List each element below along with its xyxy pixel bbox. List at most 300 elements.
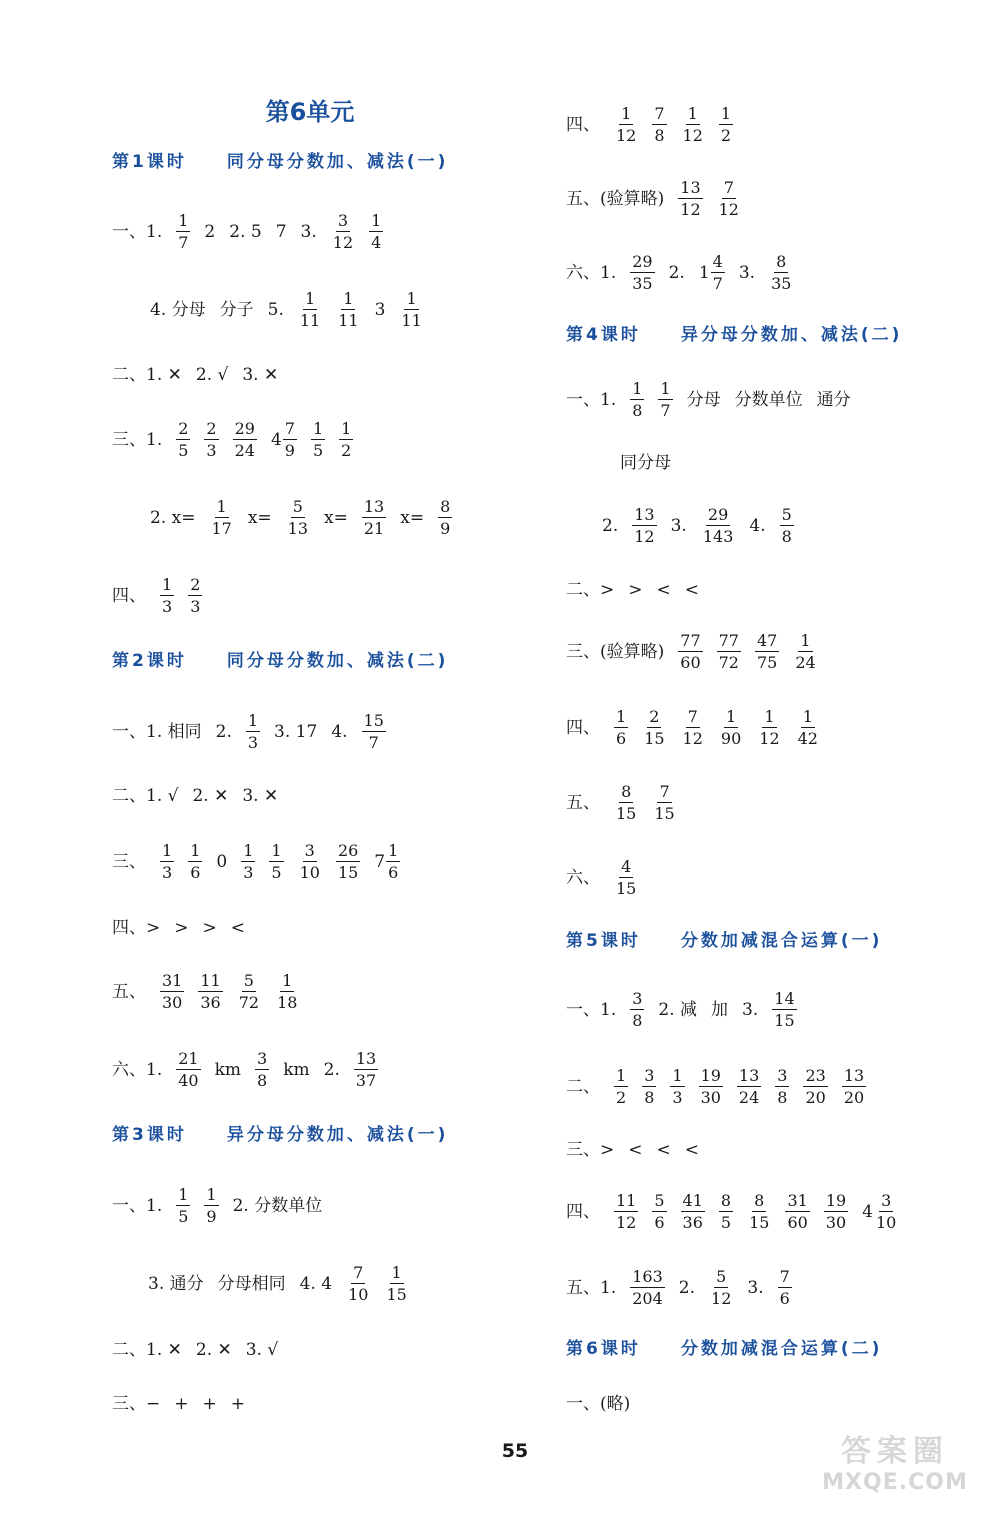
answer-text: 分母相同 <box>217 1273 286 1294</box>
numerator: 3 <box>257 1049 268 1068</box>
answer-text: 4. 分母 <box>150 299 206 320</box>
answer-text: 2. x= <box>150 507 196 528</box>
denominator: 35 <box>771 274 792 293</box>
answer-text: < <box>656 1139 671 1160</box>
denominator: 2 <box>720 126 732 145</box>
denominator: 9 <box>440 519 451 538</box>
answer-text: 三、 <box>112 851 146 872</box>
denominator: 3 <box>206 441 217 460</box>
fraction <box>354 1051 378 1089</box>
answer-line <box>566 247 793 299</box>
numerator: 13 <box>738 1066 760 1085</box>
fraction <box>670 1068 684 1106</box>
denominator: 5 <box>720 1213 732 1232</box>
mixed-number <box>699 254 725 292</box>
answer-text: 4. 4 <box>299 1273 333 1294</box>
denominator: 7 <box>712 274 723 293</box>
fraction <box>699 1068 723 1106</box>
numerator: 2 <box>190 575 201 594</box>
fraction <box>652 784 676 822</box>
numerator: 15 <box>363 711 384 730</box>
mixed-number <box>271 421 297 459</box>
fraction <box>369 213 383 251</box>
numerator: 1 <box>660 379 671 398</box>
numerator: 41 <box>682 1191 703 1210</box>
fraction <box>719 709 743 747</box>
fraction <box>399 291 423 329</box>
denominator: 20 <box>805 1088 826 1107</box>
denominator: 8 <box>777 1088 788 1107</box>
answer-text: 一、1. <box>112 221 163 242</box>
fraction <box>630 991 644 1029</box>
denominator: 40 <box>178 1071 199 1090</box>
fraction <box>283 421 297 459</box>
answer-line <box>566 1378 630 1430</box>
fraction <box>336 291 360 329</box>
lesson-heading: 第2课时 同分母分数加、减法(二) <box>112 651 449 671</box>
denominator: 5 <box>178 441 189 460</box>
answer-text: 2. 分数单位 <box>232 1195 323 1216</box>
denominator: 15 <box>774 1011 795 1030</box>
answer-text: 六、 <box>566 867 600 888</box>
answer-text: 四、 <box>566 717 600 738</box>
numerator: 23 <box>805 1066 826 1085</box>
numerator: 1 <box>632 379 643 398</box>
answer-text: 分母 <box>686 389 721 410</box>
lesson-heading: 第3课时 异分母分数加、减法(一) <box>112 1125 449 1145</box>
denominator: 30 <box>162 993 183 1012</box>
fraction <box>255 1051 269 1089</box>
answer-text: 一、1. <box>566 999 617 1020</box>
denominator: 4 <box>371 233 382 252</box>
denominator: 15 <box>616 879 637 898</box>
numerator: 3 <box>881 1191 892 1210</box>
fraction <box>772 991 796 1029</box>
answer-line <box>566 1124 699 1176</box>
numerator: 3 <box>777 1066 788 1085</box>
denominator: 7 <box>660 401 671 420</box>
numerator: 13 <box>680 178 701 197</box>
answer-text: 二、1. ✕ <box>112 1339 182 1360</box>
fraction <box>658 381 672 419</box>
fraction <box>160 843 174 881</box>
answer-line <box>150 284 424 336</box>
fraction <box>796 709 820 747</box>
denominator: 12 <box>616 1213 637 1232</box>
answer-line <box>566 777 677 829</box>
numerator: 3 <box>632 989 643 1008</box>
fraction <box>793 633 817 671</box>
answer-text: 7 <box>275 221 287 242</box>
answer-text: 二、1. √ <box>112 785 179 806</box>
answer-text: 二、1. ✕ <box>112 364 182 385</box>
watermark-line1: 答案圈 <box>841 1433 949 1469</box>
fraction <box>630 1269 665 1307</box>
answer-text: 四、 <box>112 585 146 606</box>
fraction <box>246 713 260 751</box>
numerator: 1 <box>206 1185 217 1204</box>
numerator: 77 <box>718 631 739 650</box>
denominator: 11 <box>401 311 422 330</box>
numerator: 1 <box>616 707 627 726</box>
answer-line <box>566 852 638 904</box>
answer-text: 3. <box>670 515 687 536</box>
numerator: 5 <box>654 1191 665 1210</box>
fraction <box>160 577 174 615</box>
denominator: 11 <box>299 311 321 330</box>
fraction <box>160 973 184 1011</box>
numerator: 1 <box>162 575 173 594</box>
answer-text: 2. ✕ <box>192 785 229 806</box>
numerator: 31 <box>162 971 183 990</box>
denominator: 12 <box>711 1289 732 1308</box>
numerator: 1 <box>178 1185 189 1204</box>
fraction <box>237 973 261 1011</box>
fraction <box>209 499 233 537</box>
numerator: 5 <box>716 1267 727 1286</box>
fraction <box>681 709 705 747</box>
denominator: 15 <box>749 1213 770 1232</box>
denominator: 37 <box>355 1071 377 1090</box>
numerator: 13 <box>363 497 385 516</box>
answer-text: 2. <box>678 1277 696 1298</box>
answer-text: 4. <box>331 721 348 742</box>
denominator: 10 <box>876 1213 897 1232</box>
denominator: 6 <box>616 729 627 748</box>
answer-text: x= <box>400 507 425 528</box>
answer-text: 2. <box>323 1059 340 1080</box>
answer-text: km <box>283 1059 310 1080</box>
answer-text: 2. 减 <box>658 999 698 1020</box>
answer-text: 一、1. 相同 <box>112 721 202 742</box>
denominator: 21 <box>363 519 385 538</box>
denominator: 8 <box>632 1011 643 1030</box>
denominator: 2 <box>616 1088 627 1107</box>
fraction <box>386 843 400 881</box>
fraction <box>778 1269 792 1307</box>
numerator: 1 <box>764 707 775 726</box>
answer-line <box>566 984 797 1036</box>
fraction <box>642 1068 656 1106</box>
fraction <box>438 499 452 537</box>
answer-text: > <box>202 917 217 938</box>
denominator: 10 <box>299 863 320 882</box>
numerator: 8 <box>754 1191 765 1210</box>
fraction <box>719 1193 733 1231</box>
page-title: 第6单元 <box>265 98 355 126</box>
whole-part: 4 <box>862 1201 873 1222</box>
numerator: 1 <box>388 841 399 860</box>
answer-text: 3. ✕ <box>242 364 279 385</box>
answer-text: 三、1. <box>112 429 163 450</box>
numerator: 13 <box>843 1066 865 1085</box>
answer-text: 同分母 <box>620 452 671 473</box>
numerator: 7 <box>779 1267 790 1286</box>
denominator: 20 <box>843 1088 865 1107</box>
answer-text: 2 <box>204 221 216 242</box>
answer-text: 五、1. <box>566 1277 617 1298</box>
answer-text: + <box>174 1393 189 1414</box>
fraction <box>286 499 310 537</box>
denominator: 6 <box>388 863 399 882</box>
fraction <box>717 633 741 671</box>
numerator: 1 <box>162 841 173 860</box>
fraction <box>275 973 299 1011</box>
denominator: 15 <box>616 804 637 823</box>
fraction <box>614 1193 638 1231</box>
numerator: 1 <box>802 707 813 726</box>
denominator: 12 <box>682 126 703 145</box>
fraction <box>785 1193 809 1231</box>
answer-text: < <box>230 917 245 938</box>
answer-text: 一、1. <box>112 1195 163 1216</box>
fraction <box>331 213 355 251</box>
fraction <box>678 633 702 671</box>
denominator: 72 <box>238 993 260 1012</box>
denominator: 143 <box>702 527 734 546</box>
numerator: 3 <box>644 1066 655 1085</box>
answer-text: 3. <box>747 1277 764 1298</box>
answer-text: 3. <box>742 999 759 1020</box>
fraction <box>678 180 702 218</box>
answer-text: 一、1. <box>566 389 617 410</box>
denominator: 24 <box>738 1088 760 1107</box>
denominator: 6 <box>779 1289 790 1308</box>
numerator: 1 <box>687 104 698 123</box>
fraction <box>346 1265 370 1303</box>
numerator: 1 <box>312 419 324 438</box>
page-number: 55 <box>501 1440 529 1462</box>
numerator: 1 <box>621 104 632 123</box>
fraction <box>362 713 386 751</box>
whole-part: 1 <box>698 262 710 283</box>
fraction <box>719 106 733 144</box>
answer-text: 六、1. <box>112 1059 163 1080</box>
denominator: 5 <box>271 863 282 882</box>
answer-text: 3. 通分 <box>148 1273 204 1294</box>
numerator: 19 <box>825 1191 847 1210</box>
fraction <box>824 1193 848 1231</box>
denominator: 30 <box>700 1088 721 1107</box>
denominator: 2 <box>341 441 352 460</box>
fraction <box>701 507 736 545</box>
denominator: 3 <box>247 733 259 752</box>
denominator: 12 <box>616 126 637 145</box>
fraction <box>614 859 638 897</box>
fraction <box>803 1068 827 1106</box>
denominator: 3 <box>672 1088 683 1107</box>
answer-text: 五、 <box>566 792 600 813</box>
answer-text: km <box>214 1059 242 1080</box>
fraction <box>384 1265 408 1303</box>
numerator: 7 <box>284 419 295 438</box>
fraction <box>630 381 644 419</box>
denominator: 13 <box>287 519 309 538</box>
answer-line <box>566 1061 866 1113</box>
denominator: 12 <box>332 233 354 252</box>
answer-text: 4. <box>749 515 766 536</box>
denominator: 8 <box>257 1071 268 1090</box>
watermark-line2: MXQE.COM <box>822 1469 968 1495</box>
fraction <box>769 254 793 292</box>
answer-text: x= <box>247 507 272 528</box>
fraction <box>198 973 222 1011</box>
fraction <box>681 1193 705 1231</box>
denominator: 72 <box>718 653 739 672</box>
fraction <box>632 507 656 545</box>
numerator: 1 <box>243 841 254 860</box>
fraction <box>652 1193 666 1231</box>
numerator: 1 <box>216 497 227 516</box>
fraction <box>233 421 257 459</box>
answer-text: 0 <box>216 851 228 872</box>
fraction <box>204 421 218 459</box>
answer-text: x= <box>324 507 348 528</box>
numerator: 31 <box>787 1191 808 1210</box>
answer-text: 分子 <box>219 299 254 320</box>
answer-text: 2. ✕ <box>195 1339 232 1360</box>
numerator: 2 <box>178 419 189 438</box>
numerator: 1 <box>247 711 259 730</box>
numerator: 13 <box>634 505 655 524</box>
answer-line <box>112 966 299 1018</box>
answer-line <box>566 626 818 678</box>
numerator: 1 <box>341 419 352 438</box>
fraction <box>336 843 360 881</box>
fraction <box>176 213 190 251</box>
numerator: 26 <box>337 841 359 860</box>
denominator: 3 <box>162 597 173 616</box>
answer-text: 二、 <box>566 1076 600 1097</box>
answer-text: 五、(验算略) <box>566 188 665 209</box>
numerator: 1 <box>672 1066 683 1085</box>
fraction <box>176 1187 190 1225</box>
numerator: 77 <box>680 631 701 650</box>
answer-text: 分数单位 <box>734 389 803 410</box>
denominator: 8 <box>781 527 792 546</box>
numerator: 11 <box>616 1191 637 1210</box>
denominator: 75 <box>756 653 778 672</box>
answer-text: < <box>684 1139 699 1160</box>
fraction <box>775 1068 789 1106</box>
answer-text: 2. <box>668 262 685 283</box>
numerator: 19 <box>700 1066 721 1085</box>
numerator: 1 <box>725 707 737 726</box>
answer-text: 六、1. <box>566 262 617 283</box>
answer-text: 2. <box>215 721 232 742</box>
answer-text: 加 <box>711 999 729 1020</box>
numerator: 8 <box>621 782 632 801</box>
denominator: 9 <box>206 1207 217 1226</box>
answer-line <box>602 500 794 552</box>
denominator: 36 <box>682 1213 703 1232</box>
numerator: 14 <box>774 989 795 1008</box>
answer-line <box>566 1262 792 1314</box>
numerator: 21 <box>178 1049 199 1068</box>
numerator: 8 <box>720 1191 732 1210</box>
numerator: 1 <box>616 1066 627 1085</box>
lesson-heading: 第1课时 同分母分数加、减法(一) <box>112 152 449 172</box>
numerator: 7 <box>723 178 734 197</box>
numerator: 2 <box>206 419 217 438</box>
denominator: 35 <box>632 274 653 293</box>
answer-text: 四、 <box>566 1201 600 1222</box>
denominator: 12 <box>680 200 701 219</box>
answer-line <box>620 437 671 489</box>
answer-text: 3. <box>300 221 317 242</box>
numerator: 5 <box>292 497 303 516</box>
numerator: 8 <box>440 497 451 516</box>
fraction <box>188 577 202 615</box>
answer-text: > <box>174 917 189 938</box>
lesson-heading: 第4课时 异分母分数加、减法(二) <box>566 325 903 345</box>
numerator: 7 <box>654 104 665 123</box>
numerator: 1 <box>800 631 811 650</box>
answer-line <box>112 706 386 758</box>
denominator: 17 <box>211 519 232 538</box>
answer-text: 三、− <box>112 1393 161 1414</box>
denominator: 3 <box>162 863 173 882</box>
denominator: 8 <box>654 126 665 145</box>
fraction <box>176 1051 200 1089</box>
numerator: 163 <box>632 1267 663 1286</box>
numerator: 1 <box>271 841 282 860</box>
fraction <box>652 106 666 144</box>
numerator: 1 <box>720 104 732 123</box>
numerator: 7 <box>687 707 698 726</box>
numerator: 29 <box>707 505 729 524</box>
answer-line <box>566 702 820 754</box>
numerator: 8 <box>776 252 787 271</box>
answer-line <box>112 1044 378 1096</box>
fraction <box>241 843 255 881</box>
denominator: 42 <box>797 729 818 748</box>
answer-line <box>112 1180 322 1232</box>
denominator: 30 <box>825 1213 847 1232</box>
denominator: 60 <box>787 1213 808 1232</box>
answer-line <box>112 770 278 822</box>
denominator: 15 <box>644 729 665 748</box>
denominator: 15 <box>386 1285 407 1304</box>
fraction <box>737 1068 761 1106</box>
denominator: 5 <box>312 441 324 460</box>
numerator: 1 <box>343 289 354 308</box>
fraction <box>842 1068 866 1106</box>
fraction <box>709 1269 733 1307</box>
answer-text: 四、 <box>566 114 600 135</box>
fraction <box>176 421 190 459</box>
denominator: 9 <box>284 441 295 460</box>
denominator: 60 <box>680 653 701 672</box>
answer-text: 2. <box>602 515 619 536</box>
answer-text: 3 <box>374 299 386 320</box>
fraction <box>298 291 322 329</box>
fraction <box>311 421 325 459</box>
answer-text: > <box>628 579 643 600</box>
denominator: 12 <box>634 527 655 546</box>
fraction <box>339 421 353 459</box>
denominator: 11 <box>338 311 359 330</box>
denominator: 3 <box>243 863 254 882</box>
fraction <box>642 709 666 747</box>
numerator: 1 <box>304 289 316 308</box>
numerator: 4 <box>621 857 632 876</box>
answer-line <box>150 492 452 544</box>
answer-line <box>112 206 383 258</box>
fraction <box>874 1193 898 1231</box>
answer-text: 四、> <box>112 917 161 938</box>
answer-text: 5. <box>267 299 284 320</box>
